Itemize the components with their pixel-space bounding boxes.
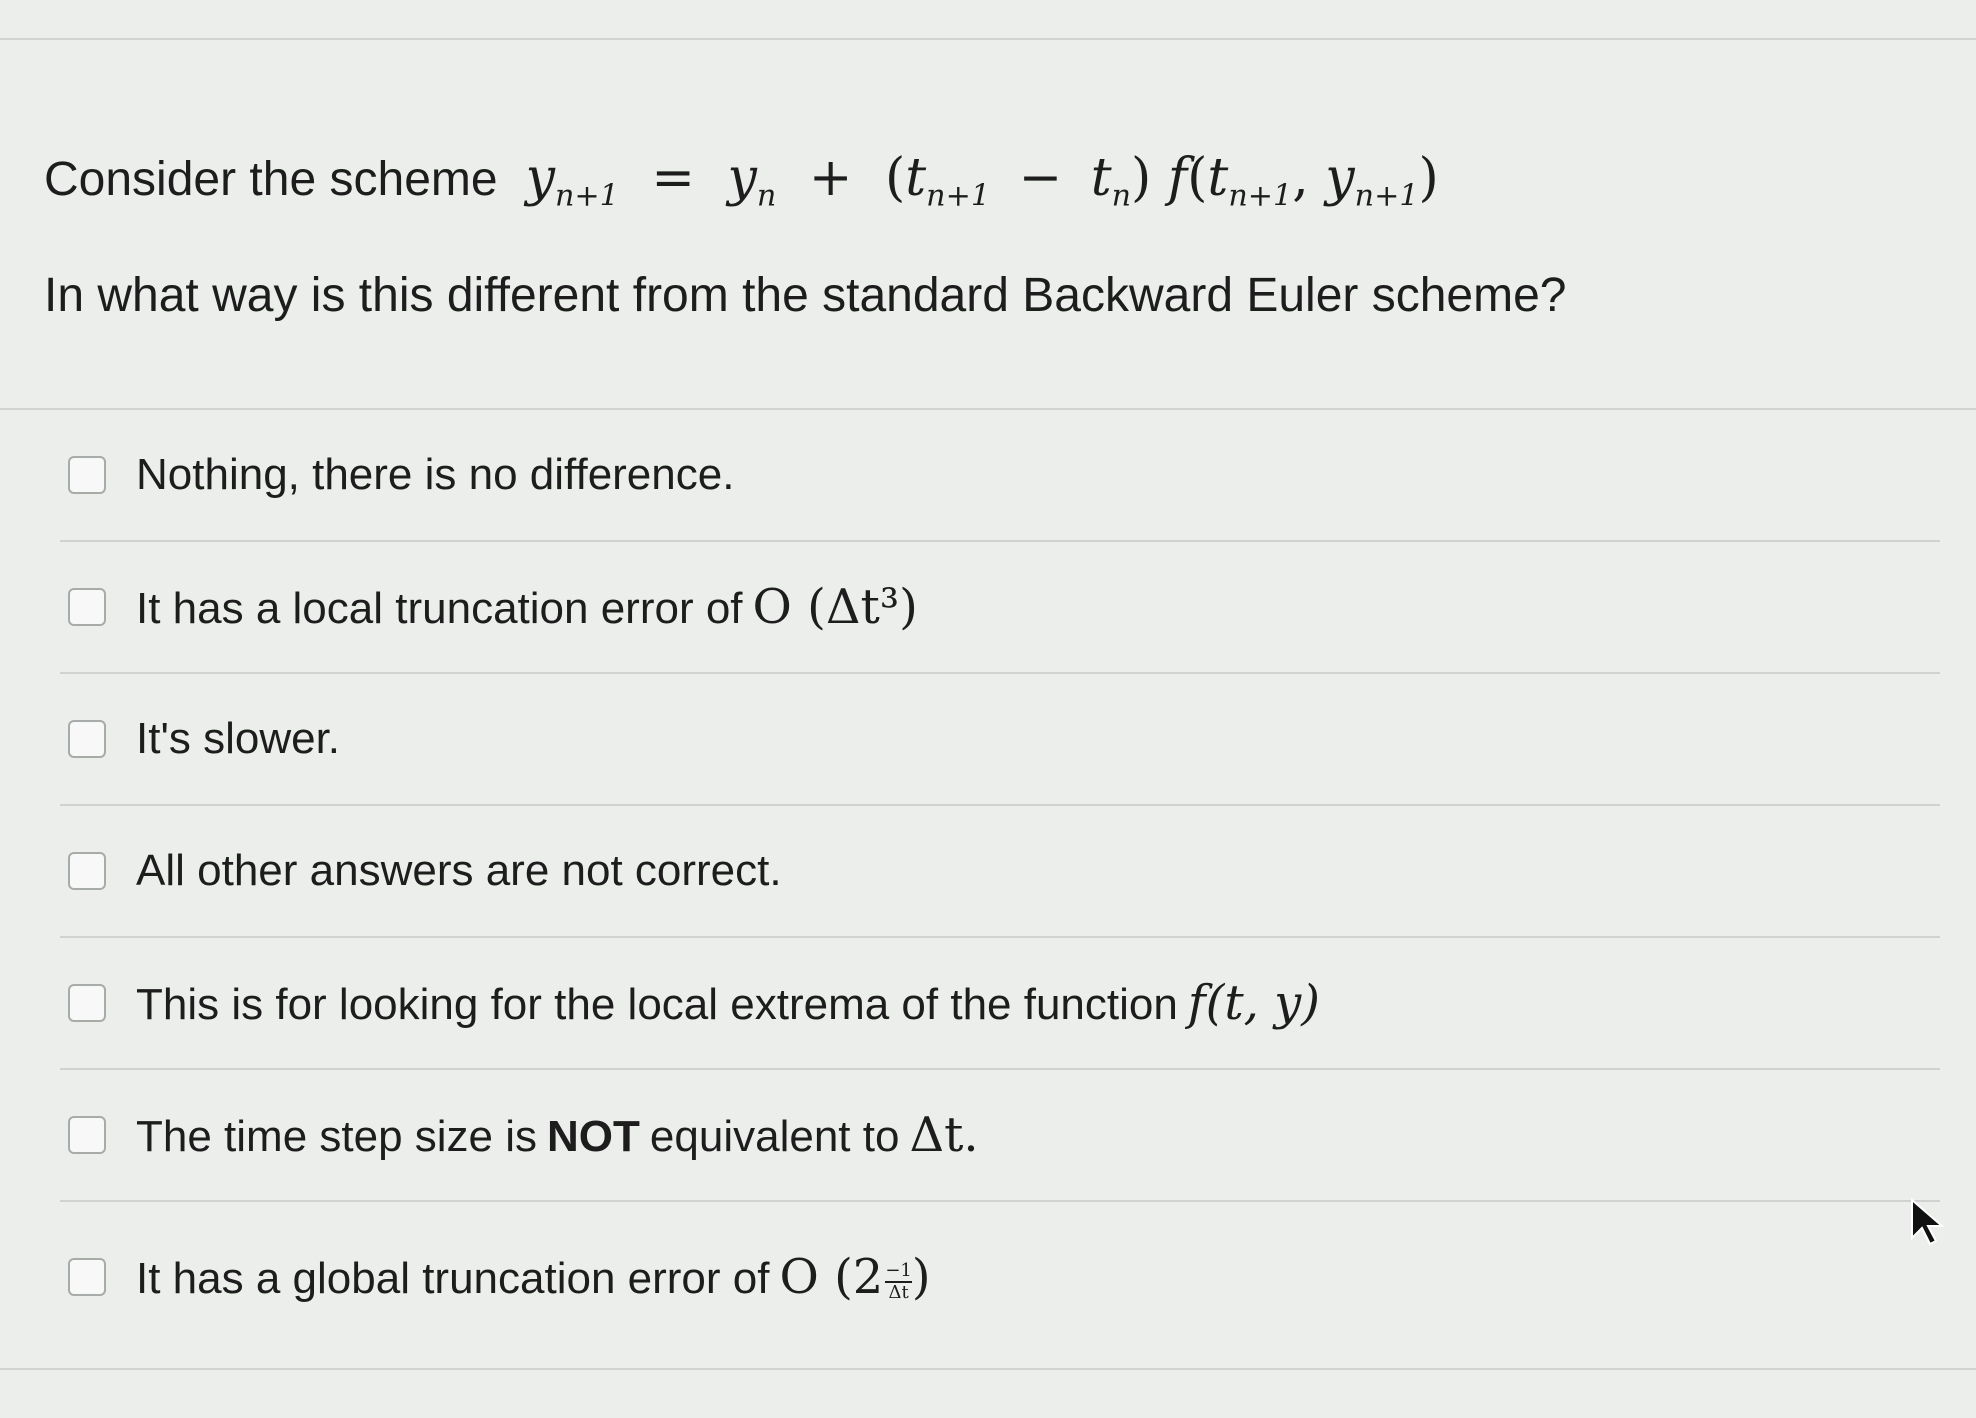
question-stem <box>44 148 1439 214</box>
math-expression: Δt. <box>909 1107 979 1163</box>
option-label: It has a local truncation error of O (Δt³) <box>136 579 918 635</box>
option-label: This is for looking for the local extrema of the function f(t, y) <box>136 975 1320 1031</box>
option-label: All other answers are not correct. <box>136 846 782 895</box>
mouse-pointer-icon <box>1908 1198 1948 1248</box>
answer-options <box>60 410 1940 1352</box>
exponent-fraction: $\frac{-1}{\Delta t}$ <box>885 1260 912 1303</box>
option-slower[interactable] <box>60 674 1940 806</box>
option-global-truncation[interactable] <box>60 1202 1940 1352</box>
option-time-step[interactable] <box>60 1070 1940 1202</box>
option-label: The time step size is NOT equivalent to Δt. <box>136 1107 979 1163</box>
stem-prefix: Consider the scheme <box>44 153 498 206</box>
option-label: Nothing, there is no difference. <box>136 450 735 499</box>
checkbox[interactable] <box>68 588 106 626</box>
scheme-equation: $y_{n+1} = y_n + (t_{n+1} - t_n)$ $f(t_{n+1}$, $y_{n+1}$) <box>525 148 1439 214</box>
math-expression: O (2 $\frac{-1}{\Delta t}$ ) <box>779 1249 931 1305</box>
option-local-extrema[interactable] <box>60 938 1940 1070</box>
checkbox[interactable] <box>68 852 106 890</box>
option-local-truncation[interactable] <box>60 542 1940 674</box>
option-no-difference[interactable] <box>60 410 1940 542</box>
math-expression: O (Δt³) <box>752 579 918 635</box>
option-label: It has a global truncation error of O (2 $\frac{-1}{\Delta t}$ ) <box>136 1249 931 1305</box>
checkbox[interactable] <box>68 984 106 1022</box>
option-none-correct[interactable] <box>60 806 1940 938</box>
math-expression: f(t, y) <box>1187 975 1320 1031</box>
checkbox[interactable] <box>68 1258 106 1296</box>
option-label: It's slower. <box>136 714 341 763</box>
question-prompt: In what way is this different from the standard Backward Euler scheme? <box>44 269 1567 322</box>
checkbox[interactable] <box>68 1116 106 1154</box>
checkbox[interactable] <box>68 456 106 494</box>
bottom-divider <box>0 1368 1976 1370</box>
top-divider <box>0 38 1976 40</box>
checkbox[interactable] <box>68 720 106 758</box>
